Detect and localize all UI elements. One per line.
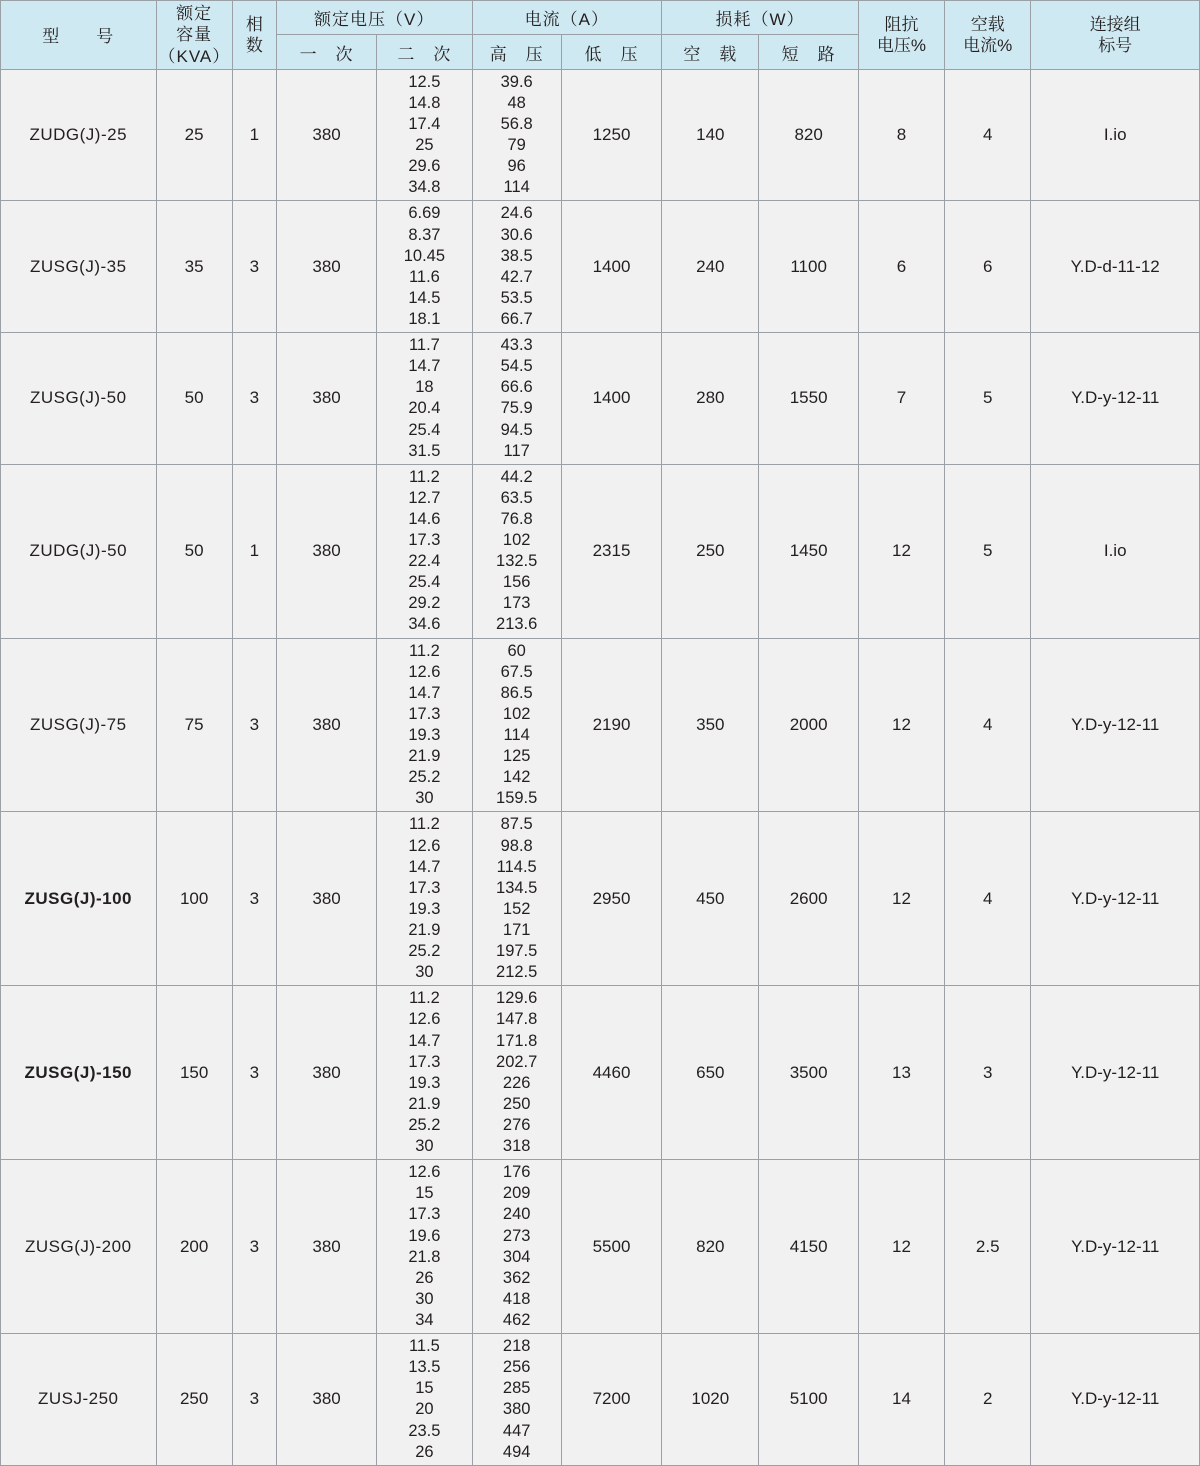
cell-loss-short: 2600	[759, 812, 858, 986]
cell-loss-noload: 140	[662, 69, 759, 201]
cell-voltage-secondary	[377, 1334, 472, 1466]
cell-current-high-item: 114	[503, 726, 530, 745]
cell-current-high-item: 197.5	[496, 942, 538, 961]
header-connection-group	[1031, 1, 1200, 70]
cell-noload-current: 3	[945, 986, 1031, 1160]
cell-voltage-secondary-item: 29.6	[408, 157, 441, 176]
cell-model: ZUSG(J)-150	[1, 986, 157, 1160]
cell-current-high-item: 176	[502, 1163, 531, 1182]
cell-model: ZUDG(J)-25	[1, 69, 157, 201]
cell-current-high-item: 156	[502, 573, 531, 592]
cell-voltage-secondary	[377, 812, 472, 986]
cell-voltage-primary: 380	[276, 201, 376, 333]
header-impedance-voltage	[858, 1, 944, 70]
cell-current-low: 1250	[561, 69, 661, 201]
header-voltage-secondary: 二 次	[377, 35, 472, 69]
cell-voltage-secondary-item: 19.3	[408, 899, 441, 918]
cell-voltage-secondary-item: 18.1	[408, 309, 441, 328]
cell-loss-noload: 820	[662, 1160, 759, 1334]
cell-model: ZUDG(J)-50	[1, 464, 157, 638]
cell-voltage-secondary-item: 25	[415, 136, 434, 155]
cell-current-high-item: 218	[502, 1337, 531, 1356]
cell-voltage-secondary-item: 29.2	[408, 594, 441, 613]
cell-voltage-secondary-item: 12.6	[408, 1010, 441, 1029]
header-row-1	[1, 1, 1200, 35]
cell-current-high-item: 494	[502, 1442, 531, 1461]
cell-impedance: 7	[858, 333, 944, 465]
cell-impedance: 12	[858, 812, 944, 986]
cell-current-high-item: 380	[502, 1400, 531, 1419]
cell-current-high-item: 117	[503, 441, 530, 460]
cell-phase: 1	[232, 464, 276, 638]
table-row	[1, 464, 1200, 638]
cell-voltage-secondary-item: 17.3	[408, 704, 441, 723]
header-impedance-line1: 阻抗	[884, 14, 919, 34]
cell-voltage-secondary-item: 14.7	[408, 1031, 441, 1050]
cell-current-high	[472, 638, 561, 812]
cell-voltage-secondary-item: 15	[415, 1184, 434, 1203]
cell-loss-short: 2000	[759, 638, 858, 812]
cell-phase: 1	[232, 69, 276, 201]
header-capacity-line3: （KVA）	[158, 46, 231, 66]
cell-voltage-primary: 380	[276, 986, 376, 1160]
table-row	[1, 69, 1200, 201]
cell-current-low: 2190	[561, 638, 661, 812]
cell-voltage-secondary-item: 30	[415, 789, 434, 808]
cell-connection: Y.D-d-11-12	[1031, 201, 1200, 333]
cell-current-high-item: 94.5	[500, 420, 533, 439]
cell-capacity: 75	[156, 638, 232, 812]
cell-voltage-secondary-item: 18	[415, 378, 434, 397]
cell-voltage-secondary-item: 12.5	[408, 72, 441, 91]
header-model: 型 号	[1, 1, 157, 70]
cell-current-high-item: 240	[502, 1205, 531, 1224]
cell-current-high-item: 63.5	[500, 488, 533, 507]
table-row	[1, 638, 1200, 812]
cell-voltage-secondary-item: 11.6	[408, 267, 440, 286]
header-connection-line1: 连接组	[1089, 14, 1141, 34]
cell-phase: 3	[232, 812, 276, 986]
cell-current-high-item: 202.7	[496, 1052, 538, 1071]
cell-noload-current: 2.5	[945, 1160, 1031, 1334]
cell-voltage-secondary-item: 11.2	[408, 815, 440, 834]
cell-loss-noload: 650	[662, 986, 759, 1160]
cell-voltage-primary: 380	[276, 69, 376, 201]
cell-current-high	[472, 201, 561, 333]
cell-connection: I.io	[1031, 69, 1200, 201]
cell-voltage-secondary-item: 8.37	[408, 225, 441, 244]
cell-connection: Y.D-y-12-11	[1031, 333, 1200, 465]
cell-voltage-secondary-item: 22.4	[408, 552, 441, 571]
cell-current-high	[472, 812, 561, 986]
cell-loss-short: 1100	[759, 201, 858, 333]
cell-voltage-primary: 380	[276, 1334, 376, 1466]
cell-impedance: 13	[858, 986, 944, 1160]
cell-current-high-item: 213.6	[496, 615, 538, 634]
cell-current-high-item: 304	[502, 1247, 531, 1266]
cell-voltage-secondary-item: 14.7	[408, 357, 441, 376]
cell-current-high-item: 159.5	[496, 789, 538, 808]
cell-current-high-item: 96	[507, 157, 526, 176]
cell-loss-noload: 250	[662, 464, 759, 638]
table-row	[1, 1334, 1200, 1466]
cell-voltage-secondary-item: 14.7	[408, 857, 441, 876]
cell-noload-current: 4	[945, 812, 1031, 986]
cell-loss-noload: 450	[662, 812, 759, 986]
cell-current-low: 7200	[561, 1334, 661, 1466]
cell-current-low: 5500	[561, 1160, 661, 1334]
cell-current-high-item: 102	[502, 704, 531, 723]
header-impedance-line2: 电压%	[876, 35, 927, 55]
cell-current-high-item: 318	[502, 1137, 531, 1156]
cell-voltage-secondary-item: 30	[415, 1137, 434, 1156]
cell-current-high-item: 30.6	[500, 225, 533, 244]
cell-voltage-secondary-item: 12.6	[408, 836, 441, 855]
cell-voltage-secondary-item: 17.3	[408, 878, 441, 897]
cell-current-high	[472, 464, 561, 638]
cell-current-high-item: 152	[502, 899, 531, 918]
cell-noload-current: 6	[945, 201, 1031, 333]
cell-voltage-secondary-item: 19.3	[408, 1073, 441, 1092]
cell-noload-current: 5	[945, 464, 1031, 638]
cell-loss-noload: 1020	[662, 1334, 759, 1466]
cell-current-high-item: 285	[502, 1379, 531, 1398]
header-noload-current-line1: 空载	[970, 14, 1005, 34]
cell-capacity: 100	[156, 812, 232, 986]
cell-voltage-secondary-item: 10.45	[403, 246, 446, 265]
cell-current-low: 1400	[561, 201, 661, 333]
cell-impedance: 14	[858, 1334, 944, 1466]
cell-voltage-secondary	[377, 1160, 472, 1334]
cell-loss-short: 5100	[759, 1334, 858, 1466]
cell-voltage-secondary-item: 30	[415, 963, 434, 982]
cell-phase: 3	[232, 333, 276, 465]
cell-voltage-secondary-item: 17.4	[408, 114, 441, 133]
header-capacity-line1: 额定	[176, 4, 213, 23]
cell-voltage-secondary	[377, 638, 472, 812]
cell-current-high-item: 75.9	[500, 399, 533, 418]
cell-current-high-item: 362	[502, 1268, 531, 1287]
cell-voltage-secondary	[377, 986, 472, 1160]
cell-current-high-item: 53.5	[500, 288, 533, 307]
cell-voltage-secondary-item: 34	[415, 1310, 434, 1329]
cell-model: ZUSG(J)-50	[1, 333, 157, 465]
cell-voltage-secondary-item: 13.5	[408, 1358, 441, 1377]
header-capacity-line2: 容量	[176, 25, 213, 45]
cell-current-high-item: 418	[502, 1289, 531, 1308]
cell-capacity: 50	[156, 333, 232, 465]
cell-loss-noload: 350	[662, 638, 759, 812]
cell-capacity: 150	[156, 986, 232, 1160]
table-row	[1, 201, 1200, 333]
cell-voltage-secondary	[377, 333, 472, 465]
cell-current-low: 2950	[561, 812, 661, 986]
cell-connection: Y.D-y-12-11	[1031, 638, 1200, 812]
cell-capacity: 200	[156, 1160, 232, 1334]
header-current-group: 电流（A）	[472, 1, 662, 35]
cell-voltage-secondary-item: 12.6	[408, 1163, 441, 1182]
cell-voltage-secondary-item: 19.3	[408, 726, 441, 745]
cell-voltage-secondary-item: 23.5	[408, 1421, 441, 1440]
cell-current-high	[472, 986, 561, 1160]
cell-voltage-primary: 380	[276, 1160, 376, 1334]
table-row	[1, 812, 1200, 986]
cell-current-high-item: 171.8	[496, 1031, 538, 1050]
cell-current-low: 2315	[561, 464, 661, 638]
cell-current-high-item: 273	[502, 1226, 531, 1245]
cell-current-high-item: 98.8	[500, 836, 533, 855]
cell-noload-current: 5	[945, 333, 1031, 465]
cell-current-high-item: 42.7	[500, 267, 533, 286]
cell-impedance: 12	[858, 464, 944, 638]
cell-voltage-primary: 380	[276, 812, 376, 986]
cell-noload-current: 4	[945, 638, 1031, 812]
cell-capacity: 250	[156, 1334, 232, 1466]
cell-connection: Y.D-y-12-11	[1031, 1334, 1200, 1466]
cell-phase: 3	[232, 201, 276, 333]
cell-voltage-secondary-item: 11.5	[408, 1337, 440, 1356]
cell-current-high-item: 125	[502, 747, 531, 766]
cell-voltage-secondary-item: 14.8	[408, 93, 441, 112]
cell-current-high-item: 102	[502, 531, 531, 550]
cell-current-high-item: 87.5	[500, 815, 533, 834]
header-capacity	[156, 1, 232, 70]
cell-voltage-secondary-item: 21.8	[408, 1247, 441, 1266]
cell-voltage-secondary-item: 12.7	[408, 488, 441, 507]
cell-current-high-item: 173	[502, 594, 531, 613]
cell-voltage-secondary-item: 25.4	[408, 420, 441, 439]
cell-voltage-secondary-item: 15	[415, 1379, 434, 1398]
cell-voltage-secondary-item: 20.4	[408, 399, 441, 418]
cell-current-high-item: 67.5	[500, 662, 533, 681]
cell-connection: Y.D-y-12-11	[1031, 986, 1200, 1160]
cell-current-high-item: 209	[502, 1184, 531, 1203]
cell-voltage-secondary-item: 25.2	[408, 942, 441, 961]
cell-current-high-item: 76.8	[500, 509, 533, 528]
cell-voltage-secondary-item: 11.7	[408, 336, 440, 355]
cell-current-high-item: 39.6	[500, 72, 533, 91]
cell-current-high-item: 44.2	[500, 467, 533, 486]
cell-voltage-secondary-item: 25.4	[408, 573, 441, 592]
cell-current-high-item: 24.6	[500, 204, 533, 223]
cell-phase: 3	[232, 1160, 276, 1334]
cell-current-high-item: 114.5	[496, 857, 537, 876]
cell-current-high-item: 147.8	[496, 1010, 538, 1029]
cell-model: ZUSG(J)-35	[1, 201, 157, 333]
cell-connection: I.io	[1031, 464, 1200, 638]
header-phase	[232, 1, 276, 70]
cell-voltage-secondary-item: 14.7	[408, 683, 441, 702]
cell-voltage-primary: 380	[276, 638, 376, 812]
cell-model: ZUSG(J)-100	[1, 812, 157, 986]
cell-current-high-item: 38.5	[500, 246, 533, 265]
cell-voltage-secondary-item: 26	[415, 1268, 434, 1287]
cell-current-high-item: 86.5	[500, 683, 533, 702]
header-loss-short: 短 路	[759, 35, 858, 69]
cell-voltage-secondary-item: 17.3	[408, 1052, 441, 1071]
cell-phase: 3	[232, 986, 276, 1160]
header-phase-line2: 数	[245, 35, 263, 55]
cell-loss-short: 3500	[759, 986, 858, 1160]
cell-current-high-item: 134.5	[496, 878, 538, 897]
cell-voltage-secondary-item: 31.5	[408, 441, 441, 460]
cell-phase: 3	[232, 1334, 276, 1466]
cell-loss-noload: 280	[662, 333, 759, 465]
cell-voltage-secondary-item: 25.2	[408, 1116, 441, 1134]
cell-current-high-item: 250	[502, 1094, 531, 1113]
cell-model: ZUSJ-250	[1, 1334, 157, 1466]
cell-current-high-item: 48	[507, 93, 526, 112]
cell-current-high-item: 66.7	[500, 309, 533, 328]
cell-voltage-secondary-item: 21.9	[408, 747, 441, 766]
cell-current-high-item: 43.3	[500, 336, 533, 355]
cell-voltage-primary: 380	[276, 464, 376, 638]
cell-phase: 3	[232, 638, 276, 812]
cell-current-high-item: 276	[502, 1116, 531, 1134]
cell-current-high	[472, 1160, 561, 1334]
header-noload-current-line2: 电流%	[963, 35, 1013, 55]
cell-voltage-secondary-item: 17.3	[408, 1205, 441, 1224]
cell-voltage-secondary-item: 30	[415, 1289, 434, 1308]
header-current-high: 高 压	[472, 35, 561, 69]
table-row	[1, 1160, 1200, 1334]
cell-current-high	[472, 1334, 561, 1466]
cell-voltage-secondary-item: 26	[415, 1442, 434, 1461]
cell-current-high-item: 129.6	[496, 989, 538, 1008]
cell-loss-short: 1450	[759, 464, 858, 638]
cell-impedance: 8	[858, 69, 944, 201]
cell-voltage-secondary	[377, 201, 472, 333]
cell-current-high-item: 256	[502, 1358, 531, 1377]
cell-current-high-item: 171	[502, 921, 531, 940]
cell-current-high-item: 132.5	[496, 552, 538, 571]
cell-voltage-secondary-item: 20	[415, 1400, 434, 1419]
cell-current-high-item: 56.8	[500, 114, 533, 133]
cell-current-low: 1400	[561, 333, 661, 465]
cell-current-high-item: 66.6	[500, 378, 533, 397]
table-row	[1, 333, 1200, 465]
cell-voltage-secondary-item: 12.6	[408, 662, 441, 681]
cell-voltage-secondary-item: 14.6	[408, 509, 441, 528]
cell-current-high-item: 79	[507, 136, 526, 155]
header-voltage-primary: 一 次	[276, 35, 376, 69]
cell-impedance: 12	[858, 638, 944, 812]
cell-voltage-secondary	[377, 464, 472, 638]
cell-voltage-secondary-item: 34.6	[408, 615, 441, 634]
cell-noload-current: 4	[945, 69, 1031, 201]
cell-current-high-item: 212.5	[496, 963, 538, 982]
cell-noload-current: 2	[945, 1334, 1031, 1466]
cell-capacity: 35	[156, 201, 232, 333]
cell-voltage-secondary-item: 19.6	[408, 1226, 441, 1245]
cell-voltage-secondary-item: 14.5	[408, 288, 441, 307]
header-connection-line2: 标号	[1098, 35, 1133, 55]
cell-voltage-primary: 380	[276, 333, 376, 465]
cell-voltage-secondary	[377, 69, 472, 201]
cell-voltage-secondary-item: 21.9	[408, 921, 441, 940]
cell-model: ZUSG(J)-200	[1, 1160, 157, 1334]
cell-voltage-secondary-item: 11.2	[408, 641, 440, 660]
cell-loss-short: 4150	[759, 1160, 858, 1334]
cell-voltage-secondary-item: 34.8	[408, 178, 441, 197]
cell-current-high-item: 462	[502, 1310, 531, 1329]
cell-current-low: 4460	[561, 986, 661, 1160]
cell-voltage-secondary-item: 21.9	[408, 1094, 441, 1113]
cell-voltage-secondary-item: 6.69	[408, 204, 441, 223]
cell-current-high	[472, 333, 561, 465]
cell-current-high-item: 54.5	[500, 357, 533, 376]
cell-connection: Y.D-y-12-11	[1031, 812, 1200, 986]
header-phase-line1: 相	[245, 14, 263, 34]
cell-model: ZUSG(J)-75	[1, 638, 157, 812]
header-rated-voltage-group: 额定电压（V）	[276, 1, 472, 35]
cell-capacity: 50	[156, 464, 232, 638]
cell-connection: Y.D-y-12-11	[1031, 1160, 1200, 1334]
header-loss-group: 损耗（W）	[662, 1, 859, 35]
cell-voltage-secondary-item: 17.3	[408, 531, 441, 550]
cell-current-high	[472, 69, 561, 201]
cell-voltage-secondary-item: 11.2	[408, 467, 440, 486]
table-body	[1, 69, 1200, 1465]
header-current-low: 低 压	[561, 35, 661, 69]
cell-current-high-item: 60	[507, 641, 526, 660]
cell-voltage-secondary-item: 11.2	[408, 989, 440, 1008]
table-row	[1, 986, 1200, 1160]
table-header	[1, 1, 1200, 70]
cell-current-high-item: 226	[502, 1073, 531, 1092]
cell-capacity: 25	[156, 69, 232, 201]
header-loss-noload: 空 载	[662, 35, 759, 69]
cell-impedance: 12	[858, 1160, 944, 1334]
header-noload-current	[945, 1, 1031, 70]
cell-loss-short: 820	[759, 69, 858, 201]
cell-current-high-item: 447	[502, 1421, 531, 1440]
cell-impedance: 6	[858, 201, 944, 333]
cell-voltage-secondary-item: 25.2	[408, 768, 441, 787]
cell-loss-noload: 240	[662, 201, 759, 333]
cell-loss-short: 1550	[759, 333, 858, 465]
cell-current-high-item: 142	[502, 768, 531, 787]
cell-current-high-item: 114	[503, 178, 530, 197]
